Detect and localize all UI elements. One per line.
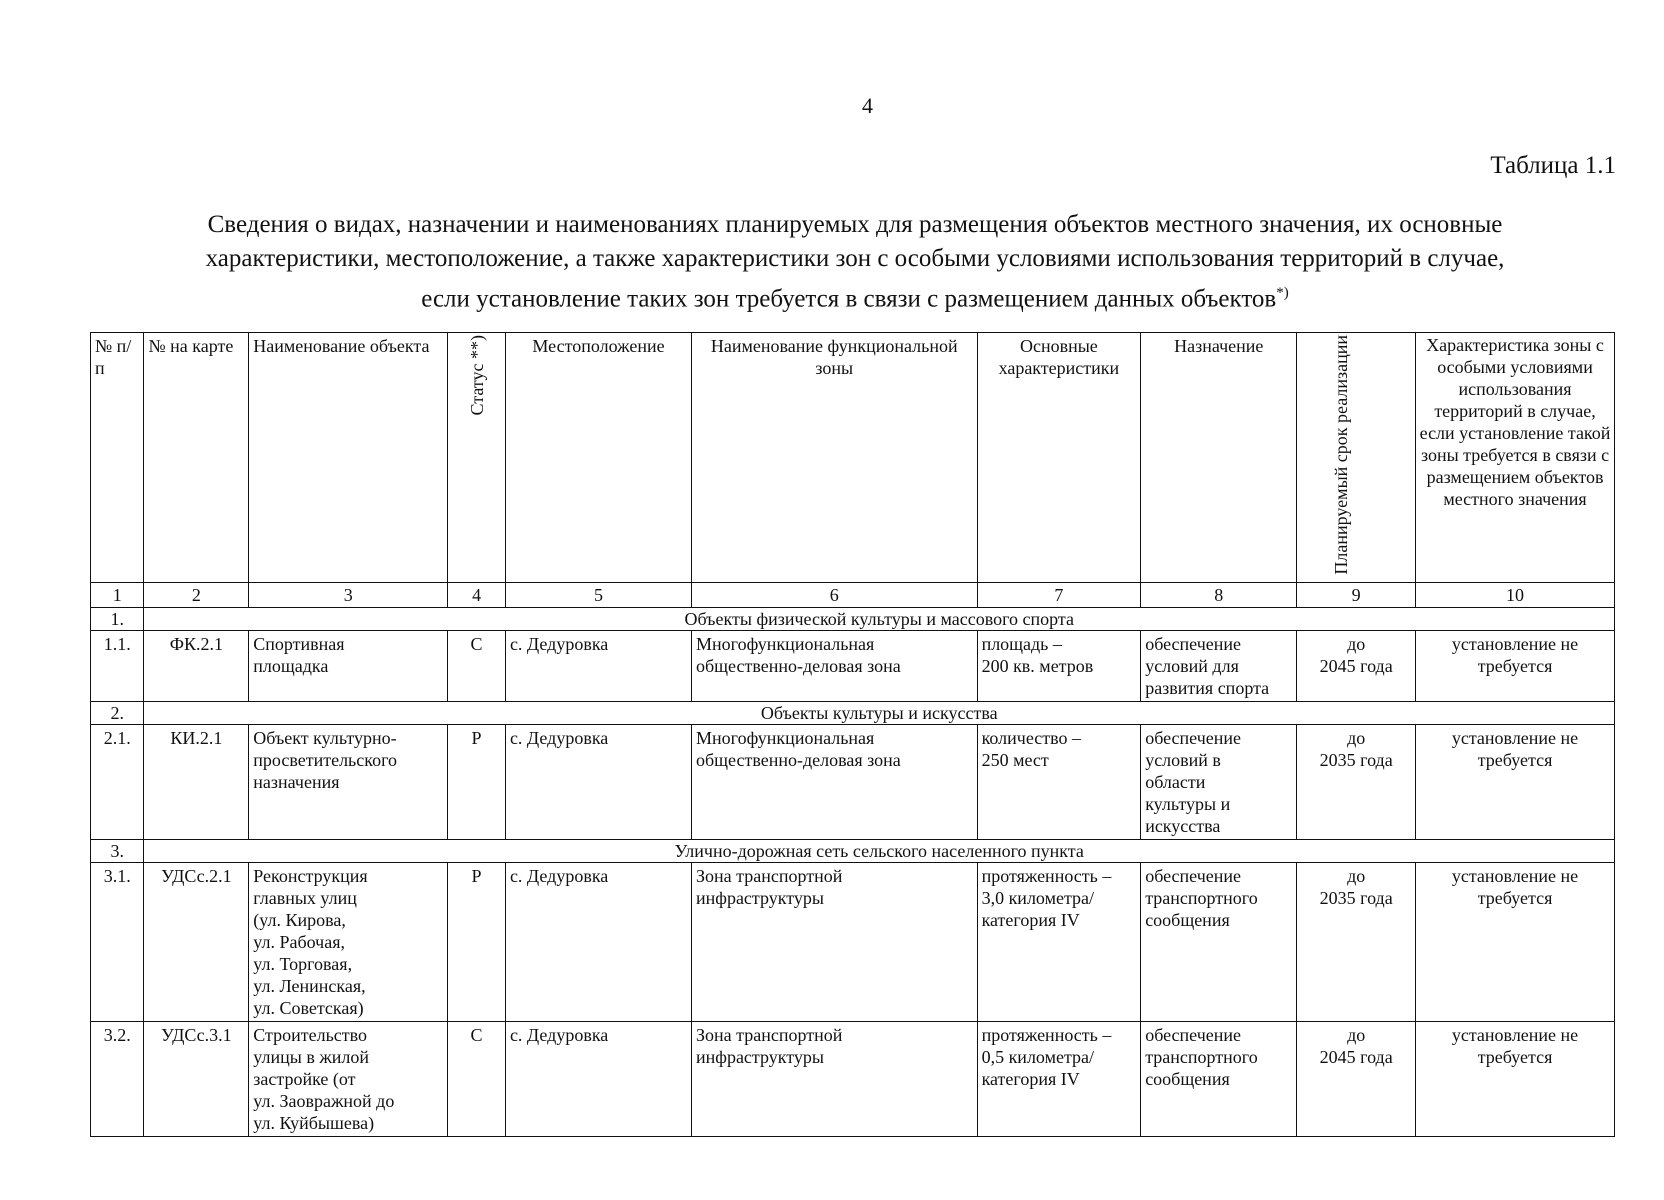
object-status: Р <box>448 724 506 839</box>
title-line-3 <box>90 276 1620 316</box>
title-line-2: характеристики, местоположение, а также характеристики зон с особыми условиями использования территорий в случае, <box>205 245 1505 272</box>
object-location: с. Дедуровка <box>505 724 691 839</box>
implementation-term: до 2035 года <box>1297 862 1416 1021</box>
map-number: УДСс.3.1 <box>144 1021 249 1136</box>
object-purpose: обеспечение условий в области культуры и искусства <box>1141 724 1297 839</box>
object-status: С <box>448 1021 506 1136</box>
implementation-term: до 2045 года <box>1297 630 1416 701</box>
row-number: 1.1. <box>91 630 144 701</box>
functional-zone: Многофункциональная общественно-деловая зона <box>692 630 978 701</box>
title-line-1: Сведения о видах, назначении и наименованиях планируемых для размещения объектов местного значения, их основные <box>207 211 1503 238</box>
table-row <box>91 1021 1615 1136</box>
section-title: Объекты культуры и искусства <box>144 701 1615 724</box>
object-purpose: обеспечение транспортного сообщения <box>1141 862 1297 1021</box>
header-purpose: Назначение <box>1141 333 1297 583</box>
zone-characteristic: установление не требуется <box>1416 724 1615 839</box>
main-characteristics: площадь – 200 кв. метров <box>977 630 1141 701</box>
implementation-term: до 2035 года <box>1297 724 1416 839</box>
object-purpose: обеспечение условий для развития спорта <box>1141 630 1297 701</box>
object-location: с. Дедуровка <box>505 862 691 1021</box>
zone-characteristic: установление не требуется <box>1416 630 1615 701</box>
header-term <box>1297 333 1416 583</box>
header-object-name: Наименование объекта <box>249 333 448 583</box>
header-row <box>91 333 1615 583</box>
row-number: 2.1. <box>91 724 144 839</box>
column-number: 10 <box>1416 582 1615 607</box>
header-location: Местоположение <box>505 333 691 583</box>
zone-characteristic: установление не требуется <box>1416 862 1615 1021</box>
column-number: 5 <box>505 582 691 607</box>
functional-zone: Зона транспортной инфраструктуры <box>692 862 978 1021</box>
implementation-term: до 2045 года <box>1297 1021 1416 1136</box>
object-name: Объект культурно- просветительского назначения <box>249 724 448 839</box>
header-status-text: Статус **) <box>466 335 487 416</box>
column-number: 4 <box>448 582 506 607</box>
table-row <box>91 862 1615 1021</box>
main-characteristics: протяженность – 0,5 километра/ категория IV <box>977 1021 1141 1136</box>
map-number: ФК.2.1 <box>144 630 249 701</box>
zone-characteristic: установление не требуется <box>1416 1021 1615 1136</box>
column-number: 8 <box>1141 582 1297 607</box>
row-number: 3.1. <box>91 862 144 1021</box>
functional-zone: Зона транспортной инфраструктуры <box>692 1021 978 1136</box>
section-number: 1. <box>91 607 144 630</box>
header-num: № п/п <box>91 333 144 583</box>
section-number: 3. <box>91 839 144 862</box>
column-number-row <box>91 582 1615 607</box>
row-number: 3.2. <box>91 1021 144 1136</box>
column-number: 3 <box>249 582 448 607</box>
header-term-text: Планируемый срок реализации <box>1331 335 1352 575</box>
object-purpose: обеспечение транспортного сообщения <box>1141 1021 1297 1136</box>
column-number: 1 <box>91 582 144 607</box>
table-row <box>91 630 1615 701</box>
main-characteristics: количество – 250 мест <box>977 724 1141 839</box>
object-status: С <box>448 630 506 701</box>
section-row <box>91 839 1615 862</box>
object-name: Спортивная площадка <box>249 630 448 701</box>
section-row <box>91 701 1615 724</box>
object-location: с. Дедуровка <box>505 1021 691 1136</box>
objects-table <box>90 332 1615 1137</box>
section-number: 2. <box>91 701 144 724</box>
column-number: 7 <box>977 582 1141 607</box>
table-title <box>90 208 1620 316</box>
header-map-number: № на карте <box>144 333 249 583</box>
column-number: 9 <box>1297 582 1416 607</box>
object-location: с. Дедуровка <box>505 630 691 701</box>
table-label: Таблица 1.1 <box>1490 152 1616 179</box>
header-status <box>448 333 506 583</box>
map-number: КИ.2.1 <box>144 724 249 839</box>
section-title: Объекты физической культуры и массового спорта <box>144 607 1615 630</box>
column-number: 6 <box>692 582 978 607</box>
object-status: Р <box>448 862 506 1021</box>
table-row <box>91 724 1615 839</box>
header-zone-name: Наименование функциональной зоны <box>692 333 978 583</box>
title-footnote-mark: *) <box>1276 285 1289 301</box>
column-number: 2 <box>144 582 249 607</box>
main-characteristics: протяженность – 3,0 километра/ категория IV <box>977 862 1141 1021</box>
header-characteristics: Основные характеристики <box>977 333 1141 583</box>
object-name: Строительство улицы в жилой застройке (от ул. Заовражной до ул. Куйбышева) <box>249 1021 448 1136</box>
object-name: Реконструкция главных улиц (ул. Кирова, ул. Рабочая, ул. Торговая, ул. Ленинская, ул. Советская) <box>249 862 448 1021</box>
functional-zone: Многофункциональная общественно-деловая зона <box>692 724 978 839</box>
section-row <box>91 607 1615 630</box>
map-number: УДСс.2.1 <box>144 862 249 1021</box>
page-number: 4 <box>862 93 873 118</box>
header-zone-characteristic: Характеристика зоны с особыми условиями использования территорий в случае, если установление такой зоны требуется в связи с размещением объектов местного значения <box>1416 333 1615 583</box>
title-line-3-text: если установление таких зон требуется в связи с размещением данных объектов <box>421 285 1277 313</box>
section-title: Улично-дорожная сеть сельского населенного пункта <box>144 839 1615 862</box>
